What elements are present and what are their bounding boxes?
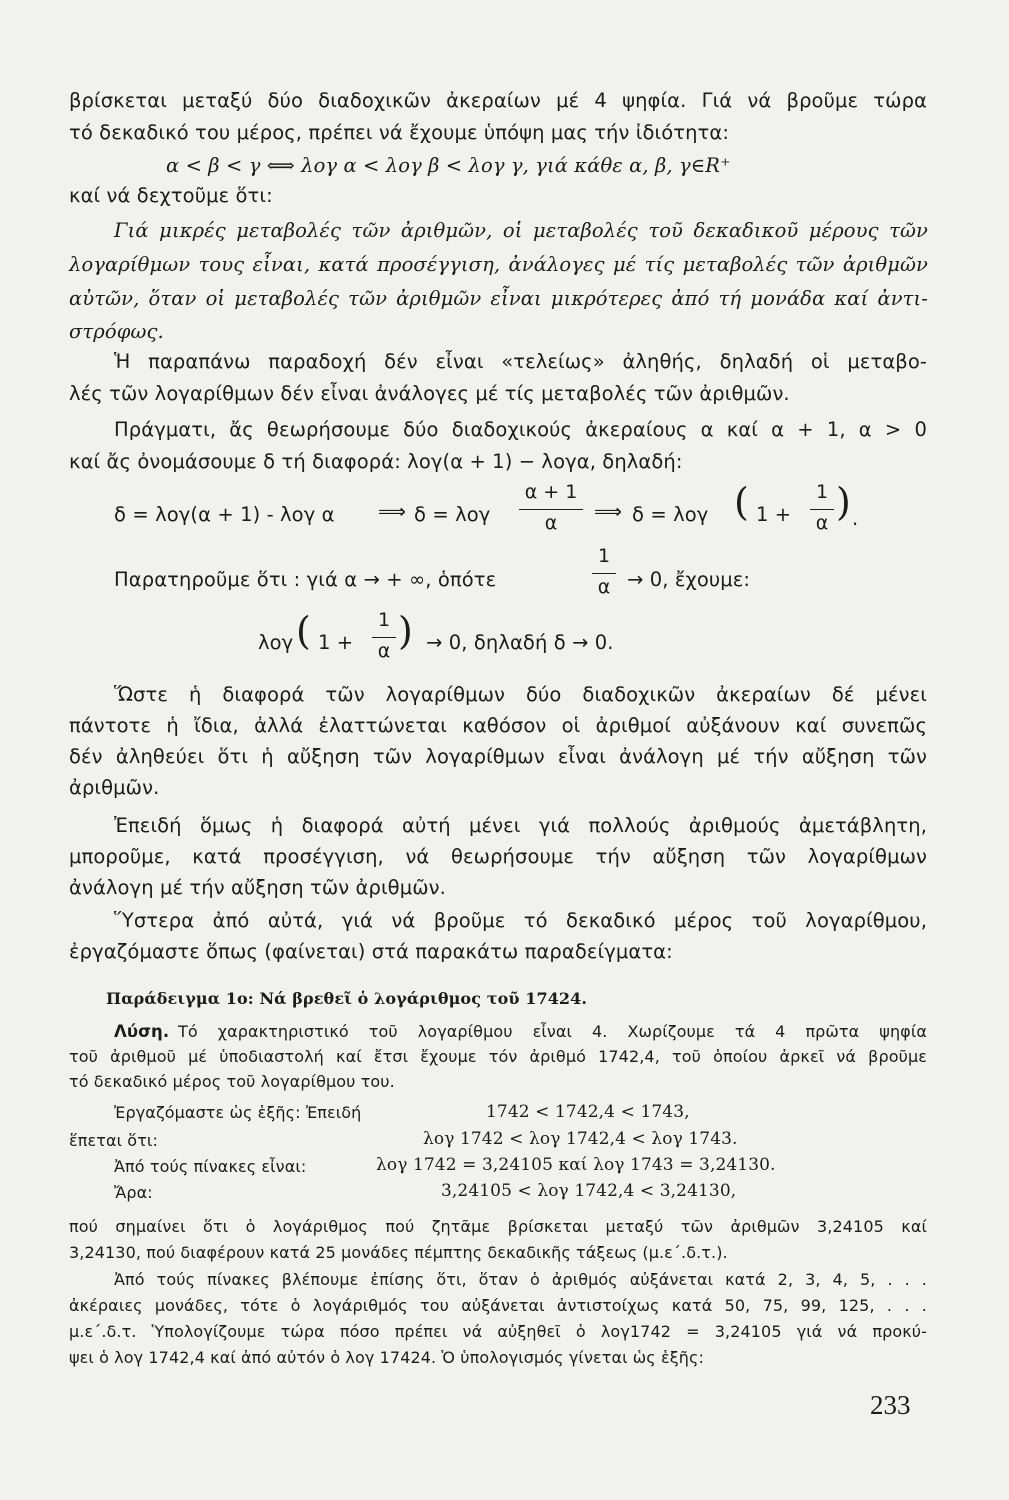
observation-line: → 0, ἔχουμε: bbox=[627, 568, 751, 591]
paragraph-line: 3,24130, πού διαφέρουν κατά 25 μονάδες πέμπτης δεκαδικῆς τάξεως (μ.ε΄.δ.τ.). bbox=[69, 1243, 728, 1262]
paragraph-line: δέν ἀληθεύει ὅτι ἡ αὔξηση τῶν λογαρίθμων εἶναι ἀνάλογη μέ τήν αὔξηση τῶν bbox=[69, 745, 927, 768]
observation-line: Παρατηροῦμε ὅτι : γιά α → + ∞, ὁπότε bbox=[114, 568, 497, 591]
fraction-denominator: α bbox=[597, 576, 611, 598]
fraction-denominator: α bbox=[544, 512, 558, 534]
work-label: Ἐργαζόμαστε ὡς ἑξῆς: Ἐπειδή bbox=[114, 1103, 362, 1122]
italic-statement-line: Γιά μικρές μεταβολές τῶν ἀριθμῶν, οἱ μεταβολές τοῦ δεκαδικοῦ μέρους τῶν bbox=[114, 219, 928, 242]
fraction-bar bbox=[372, 637, 396, 638]
fraction-denominator: α bbox=[815, 512, 829, 534]
equation-period: . bbox=[852, 507, 859, 530]
fraction-numerator: 1 bbox=[377, 609, 391, 631]
solution-line: Τό χαρακτηριστικό τοῦ λογαρίθμου εἶναι 4. Χωρίζουμε τά 4 πρῶτα ψηφία bbox=[178, 1022, 927, 1041]
paragraph-line: Ἐπειδή ὅμως ἡ διαφορά αὐτή μένει γιά πολλούς ἀριθμούς ἀμετάβλητη, bbox=[114, 814, 927, 837]
paragraph-line: Ὥστε ἡ διαφορά τῶν λογαρίθμων δύο διαδοχικῶν ἀκεραίων δέ μένει bbox=[114, 683, 927, 706]
italic-statement-line: στρόφως. bbox=[69, 320, 164, 343]
work-expression: 1742 < 1742,4 < 1743, bbox=[486, 1102, 690, 1122]
example-title: Παράδειγμα 1ο: Νά βρεθεῖ ὁ λογάριθμος τοῦ 17424. bbox=[106, 989, 588, 1008]
fraction-bar bbox=[519, 509, 583, 510]
paragraph-line: ἀνάλογη μέ τήν αὔξηση τῶν ἀριθμῶν. bbox=[69, 876, 446, 899]
solution-label: Λύση. bbox=[114, 1022, 170, 1041]
equation-log: λογ bbox=[258, 631, 294, 654]
paragraph-line: μποροῦμε, κατά προσέγγιση, νά θεωρήσουμε τήν αὔξηση τῶν λογαρίθμων bbox=[69, 845, 927, 868]
work-expression: 3,24105 < λογ 1742,4 < 3,24130, bbox=[441, 1181, 737, 1201]
fraction-bar bbox=[810, 509, 834, 510]
solution-line: τοῦ ἀριθμοῦ μέ ὑποδιαστολή καί ἔτσι ἔχουμε τόν ἀριθμό 1742,4, τοῦ ὁποίου ἀρκεῖ νά βροῦμε bbox=[69, 1047, 927, 1066]
equation-mid: δ = λογ bbox=[414, 503, 491, 526]
paragraph-line: πάντοτε ἡ ἴδια, ἀλλά ἐλαττώνεται καθόσον οἱ ἀριθμοί αὐξάνουν καί συνεπῶς bbox=[69, 714, 927, 737]
fraction-numerator: 1 bbox=[815, 481, 829, 503]
page-number: 233 bbox=[870, 1390, 911, 1420]
paragraph-line: τό δεκαδικό του μέρος, πρέπει νά ἔχουμε ὑπόψη μας τήν ἰδιότητα: bbox=[69, 121, 730, 144]
italic-statement-line: αὐτῶν, ὅταν οἱ μεταβολές τῶν ἀριθμῶν εἶναι μικρότερες ἀπό τή μονάδα καί ἀντι- bbox=[69, 287, 928, 310]
left-parenthesis: ( bbox=[296, 609, 311, 653]
fraction-denominator: α bbox=[377, 640, 391, 662]
paragraph-line: μ.ε΄.δ.τ. Ὑπολογίζουμε τώρα πόσο πρέπει νά αὐξηθεῖ ὁ λογ1742 = 3,24105 γιά νά προκύ- bbox=[69, 1322, 927, 1341]
paragraph-line: ψει ὁ λογ 1742,4 καί ἀπό αὐτόν ὁ λογ 17424. Ὁ ὑπολογισμός γίνεται ὡς ἑξῆς: bbox=[69, 1348, 704, 1367]
work-expression: λογ 1742 = 3,24105 καί λογ 1743 = 3,24130. bbox=[376, 1155, 776, 1175]
paragraph-line: βρίσκεται μεταξύ δύο διαδοχικῶν ἀκεραίων μέ 4 ψηφία. Γιά νά βροῦμε τώρα bbox=[69, 89, 927, 112]
right-parenthesis: ) bbox=[398, 609, 413, 653]
work-label: ἕπεται ὅτι: bbox=[69, 1131, 158, 1150]
paragraph-line: ἀκέραιες μονάδες, τότε ὁ λογάριθμός του αὐξάνεται ἀντιστοίχως κατά 50, 75, 99, 125, . . . bbox=[69, 1296, 927, 1315]
work-expression: λογ 1742 < λογ 1742,4 < λογ 1743. bbox=[423, 1129, 738, 1149]
solution-line: τό δεκαδικό μέρος τοῦ λογαρίθμου του. bbox=[69, 1072, 395, 1091]
property-formula: α < β < γ ⟺ λογ α < λογ β < λογ γ, γιά κάθε α, β, γ∈R⁺ bbox=[166, 154, 731, 177]
paragraph-line: πού σημαίνει ὅτι ὁ λογάριθμος πού ζητᾶμε βρίσκεται μεταξύ τῶν ἀριθμῶν 3,24105 καί bbox=[69, 1217, 927, 1236]
paragraph-line: Ἡ παραπάνω παραδοχή δέν εἶναι «τελείως» ἀληθής, δηλαδή οἱ μεταβο- bbox=[114, 350, 927, 373]
equation-one-plus: 1 + bbox=[756, 503, 792, 526]
work-label: Ἀπό τούς πίνακες εἶναι: bbox=[114, 1157, 307, 1176]
left-parenthesis: ( bbox=[734, 480, 749, 524]
paragraph-line: καί ἄς ὀνομάσουμε δ τή διαφορά: λογ(α + 1) − λογα, δηλαδή: bbox=[69, 450, 683, 473]
work-label: Ἄρα: bbox=[114, 1183, 153, 1202]
fraction-bar bbox=[592, 573, 616, 574]
fraction-numerator: α + 1 bbox=[524, 481, 578, 503]
equation-left: δ = λογ(α + 1) - λογ α bbox=[114, 503, 335, 526]
italic-statement-line: λογαρίθμων τους εἶναι, κατά προσέγγιση, ἀνάλογες μέ τίς μεταβολές τῶν ἀριθμῶν bbox=[69, 253, 928, 276]
fraction-numerator: 1 bbox=[597, 545, 611, 567]
paragraph-line: Ἀπό τούς πίνακες βλέπουμε ἐπίσης ὅτι, ὅταν ὁ ἀριθμός αὐξάνεται κατά 2, 3, 4, 5, . . . bbox=[114, 1270, 927, 1289]
paragraph-line: ἀριθμῶν. bbox=[69, 776, 160, 799]
paragraph-line: καί νά δεχτοῦμε ὅτι: bbox=[69, 184, 273, 207]
paragraph-line: λές τῶν λογαρίθμων δέν εἶναι ἀνάλογες μέ τίς μεταβολές τῶν ἀριθμῶν. bbox=[69, 382, 790, 405]
implies-arrow: ⟹ bbox=[594, 500, 623, 523]
paragraph-line: Πράγματι, ἄς θεωρήσουμε δύο διαδοχικούς ἀκεραίους α καί α + 1, α > 0 bbox=[114, 418, 927, 441]
equation-tail: → 0, δηλαδή δ → 0. bbox=[426, 631, 614, 654]
paragraph-line: Ὕστερα ἀπό αὐτά, γιά νά βροῦμε τό δεκαδικό μέρος τοῦ λογαρίθμου, bbox=[114, 909, 927, 932]
equation-right: δ = λογ bbox=[632, 503, 709, 526]
paragraph-line: ἐργαζόμαστε ὅπως (φαίνεται) στά παρακάτω παραδείγματα: bbox=[69, 940, 673, 963]
implies-arrow: ⟹ bbox=[378, 500, 407, 523]
right-parenthesis: ) bbox=[836, 480, 851, 524]
equation-one-plus: 1 + bbox=[318, 631, 354, 654]
